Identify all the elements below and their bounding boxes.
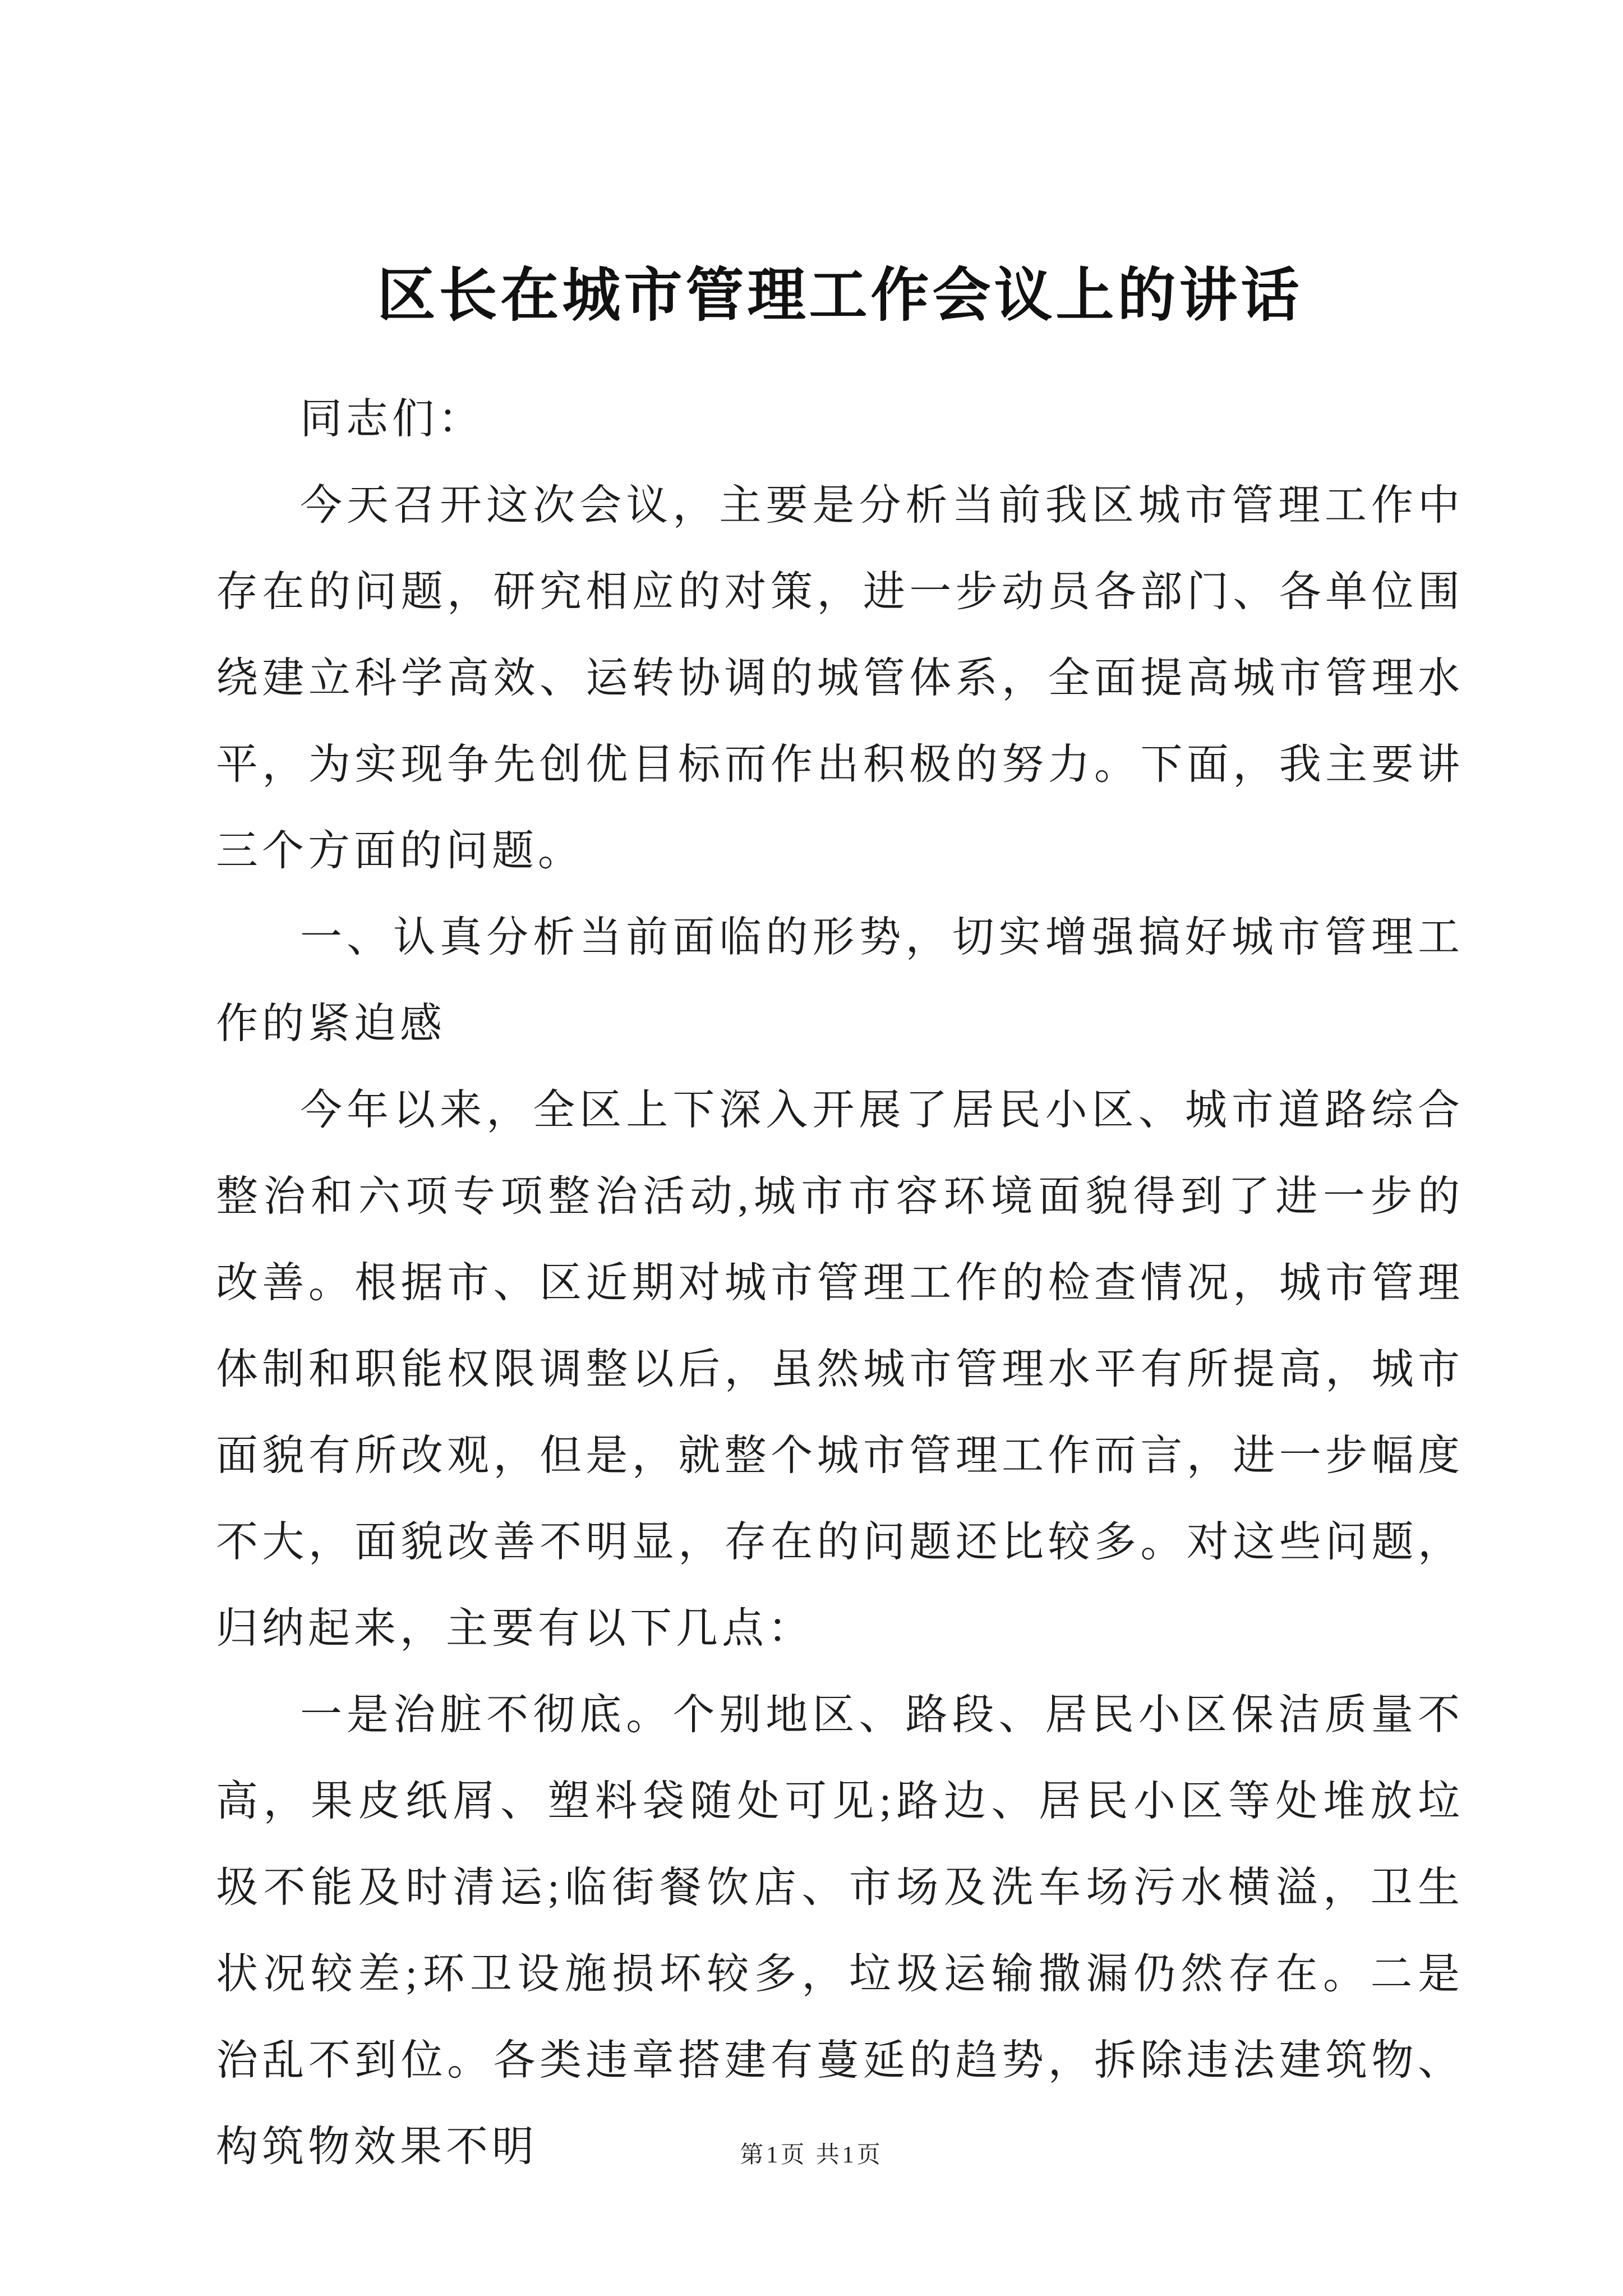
paragraph-section-heading: 一、认真分析当前面临的形势，切实增强搞好城市管理工作的紧迫感 [216,914,1464,1047]
paragraph-intro: 今天召开这次会议，主要是分析当前我区城市管理工作中存在的问题，研究相应的对策，进一步动员各部门、各单位围绕建立科学高效、运转协调的城管体系，全面提高城市管理水平，为实现争先创优目标而作出积极的努力。下面，我主要讲三个方面的问题。 [216,482,1464,875]
page-footer: 第1页 共1页 [740,2142,883,2168]
paragraph-body-1: 今年以来，全区上下深入开展了居民小区、城市道路综合整治和六项专项整治活动,城市市容环境面貌得到了进一步的改善。根据市、区近期对城市管理工作的检查情况，城市管理体制和职能权限调整以后，虽然城市管理水平有所提高，城市面貌有所改观，但是，就整个城市管理工作而言，进一步幅度不大，面貌改善不明显，存在的问题还比较多。对这些问题，归纳起来，主要有以下几点： [216,1087,1464,1652]
document-title: 区长在城市管理工作会议上的讲话 [377,264,1303,328]
paragraph-body-2: 一是治脏不彻底。个别地区、路段、居民小区保洁质量不高，果皮纸屑、塑料袋随处可见;路边、居民小区等处堆放垃圾不能及时清运;临街餐饮店、市场及洗车场污水横溢，卫生状况较差;环卫设施损坏较多，垃圾运输撒漏仍然存在。二是治乱不到位。各类违章搭建有蔓延的趋势，拆除违法建筑物、构筑物效果不明 [216,1692,1464,2170]
document-body [216,252,1464,2191]
paragraph-salutation: 同志们： [300,396,485,443]
